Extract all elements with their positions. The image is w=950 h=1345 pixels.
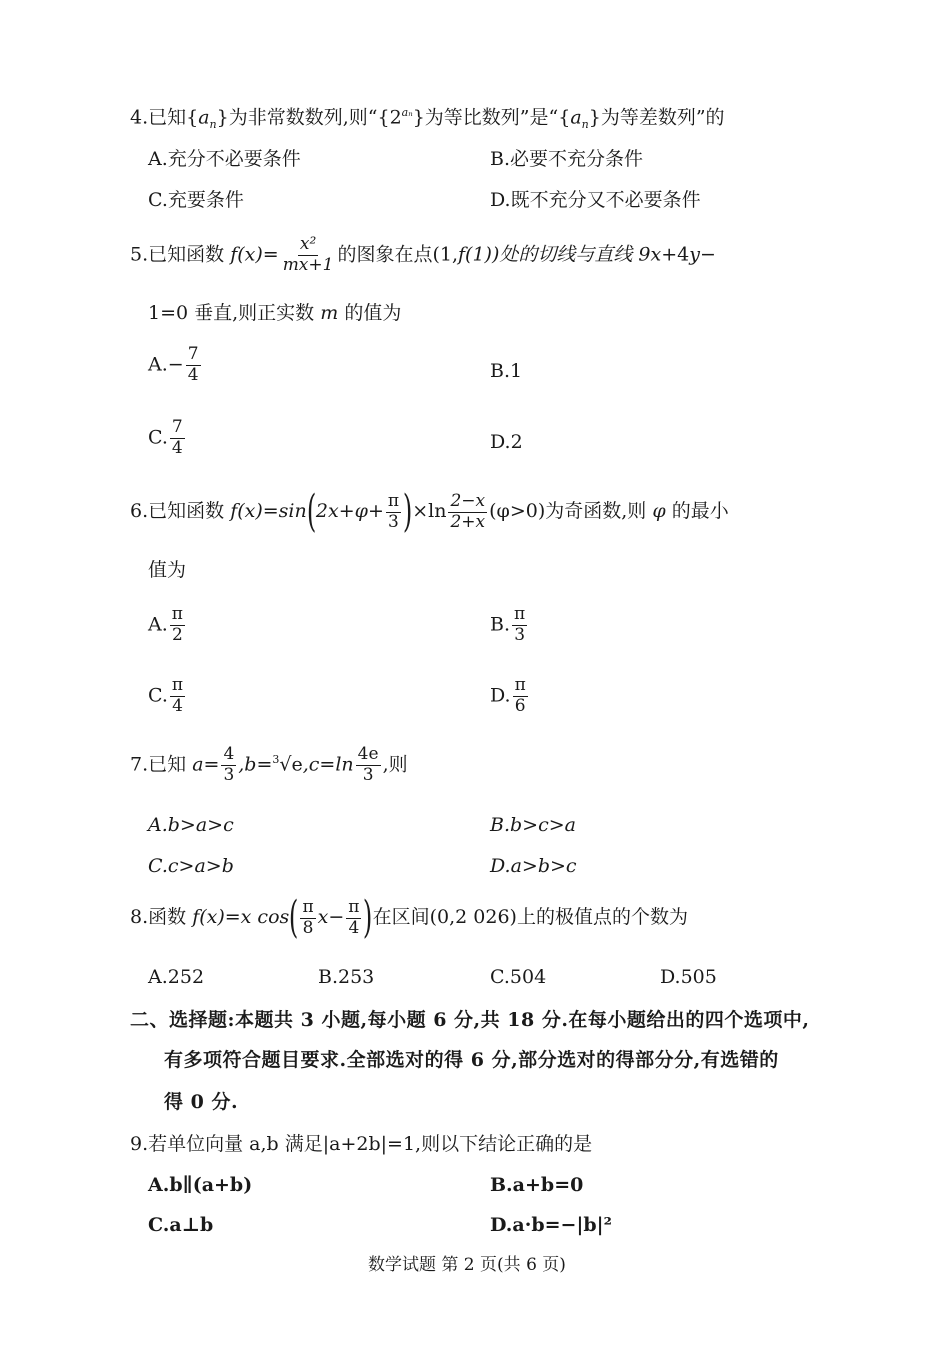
q5-stem-line2 <box>148 304 401 323</box>
q5-stem-part: m <box>320 302 339 324</box>
left-paren: ( <box>306 486 317 537</box>
q4-option-a: A.充分不必要条件 <box>148 148 301 170</box>
right-paren: ) <box>363 892 373 943</box>
q8-stem <box>130 892 688 943</box>
q6-option-b-label: B. <box>490 613 511 636</box>
q5-option-d: D.2 <box>490 431 523 453</box>
q6-option-a-label: A. <box>148 613 168 636</box>
q6-ln-frac <box>448 490 487 532</box>
section2-line2: 有多项符合题目要求.全部选对的得 6 分,部分选对的得部分分,有选错的 <box>164 1049 779 1071</box>
q4-sub: n <box>581 118 589 132</box>
q4-stem-part: 4.已知{ <box>130 106 199 129</box>
q5-func: f(x)= <box>230 243 279 266</box>
q8-option-c: C.504 <box>490 966 547 988</box>
q7-option-a: A.b>a>c <box>148 814 234 836</box>
q5-stem-part: y <box>689 243 700 266</box>
q6-stem-part: 的最小 <box>671 500 729 522</box>
q5-stem-part: x <box>650 243 662 266</box>
q8-mid: x− <box>317 906 345 928</box>
right-paren: ) <box>402 486 413 537</box>
q7-a-frac <box>221 746 236 785</box>
q5-frac-num: x² <box>299 234 317 254</box>
q6-option-c-frac <box>170 677 185 716</box>
q6-times-ln: ×ln <box>412 500 447 522</box>
left-paren: ( <box>289 892 299 943</box>
q7-option-b: B.b>c>a <box>490 814 576 836</box>
q7-c-eq: ,c=ln <box>302 753 354 776</box>
q8-option-b: B.253 <box>318 966 375 988</box>
q4-stem-part: }为等比数列”是“{ <box>412 106 571 129</box>
q6-option-b-frac <box>512 606 527 645</box>
q6-arg: 2x+φ+ <box>315 500 384 522</box>
q6-option-b <box>490 606 529 645</box>
q4-sym: a <box>570 106 582 129</box>
frac-num: π <box>171 604 183 624</box>
frac-num: π <box>514 675 526 695</box>
q8-stem-part: 在区间(0,2 026)上的极值点的个数为 <box>372 906 688 928</box>
q6-func: f(x)=sin <box>230 500 307 522</box>
q6-stem-line2: 值为 <box>148 559 187 581</box>
q7-stem-part: 7.已知 <box>130 753 187 776</box>
q6-option-c <box>148 677 187 716</box>
q8-func: f(x)=x cos <box>192 906 290 928</box>
q9-option-d: D.a·b=−|b|² <box>490 1214 612 1236</box>
q5-stem-part: 的图象在点(1, <box>337 243 459 266</box>
q9-option-a: A.b∥(a+b) <box>148 1174 253 1196</box>
frac-den: 6 <box>514 695 526 716</box>
q5-option-c-label: C. <box>148 426 168 449</box>
q9-stem: 9.若单位向量 a,b 满足|a+2b|=1,则以下结论正确的是 <box>130 1133 593 1155</box>
page-footer: 数学试题 第 2 页(共 6 页) <box>368 1255 566 1275</box>
q7-a-eq: a= <box>192 753 220 776</box>
q6-phi: φ <box>652 500 666 522</box>
q7-root-index: 3 <box>272 753 280 767</box>
q4-stem <box>130 107 725 130</box>
frac-num: 7 <box>171 417 183 437</box>
section2-line3: 得 0 分. <box>164 1091 239 1113</box>
frac-den: 3 <box>514 624 526 645</box>
q4-sub: n <box>209 118 217 132</box>
frac-den: 4 <box>171 437 183 458</box>
q5-fraction <box>281 236 336 275</box>
q7-option-d: D.a>b>c <box>490 855 577 877</box>
frac-num: π <box>348 896 360 917</box>
q7-option-c: C.c>a>b <box>148 855 234 877</box>
q5-stem-part: 的值为 <box>344 302 402 324</box>
q4-stem-part: }为等差数列”的 <box>588 106 725 129</box>
q7-stem-end: ,则 <box>382 753 408 776</box>
q6-option-d <box>490 677 530 716</box>
q5-stem-line1 <box>130 236 716 275</box>
q5-option-b: B.1 <box>490 360 523 382</box>
frac-den: 4 <box>187 364 199 385</box>
q6-option-d-label: D. <box>490 684 511 707</box>
q5-option-a <box>148 346 203 385</box>
q6-option-c-label: C. <box>148 684 168 707</box>
q7-c-frac <box>356 746 381 785</box>
frac-num: π <box>171 675 184 695</box>
q5-option-c-frac <box>170 419 185 458</box>
q4-option-b: B.必要不充分条件 <box>490 148 644 170</box>
q4-option-d: D.既不充分又不必要条件 <box>490 189 701 211</box>
q6-option-a-frac <box>170 606 185 645</box>
q6-stem-part: 6.已知函数 <box>130 500 225 522</box>
q8-stem-part: 8.函数 <box>130 906 187 928</box>
q8-frac2 <box>346 896 361 938</box>
q8-option-d: D.505 <box>660 966 717 988</box>
q5-stem-part: − <box>699 243 716 266</box>
frac-num: 4 <box>223 744 235 764</box>
frac-den: 2+x <box>450 511 486 532</box>
q6-option-d-frac <box>513 677 528 716</box>
q9-option-c: C.a⊥b <box>148 1214 214 1236</box>
q7-root: √e <box>279 753 303 776</box>
frac-num: π <box>387 490 400 511</box>
q5-stem-part: 1=0 垂直,则正实数 <box>148 302 315 324</box>
q4-sup: aₙ <box>401 106 413 119</box>
q5-stem-part: f(1))处的切线与直线 9 <box>458 243 651 266</box>
frac-den: 2 <box>171 624 183 645</box>
q4-option-c: C.充要条件 <box>148 189 244 211</box>
section2-line1: 二、选择题:本题共 3 小题,每小题 6 分,共 18 分.在每小题给出的四个选项中, <box>130 1009 810 1031</box>
q6-option-a <box>148 606 187 645</box>
frac-num: π <box>514 604 526 624</box>
frac-den: 8 <box>302 917 314 938</box>
q5-stem-part: 5.已知函数 <box>130 243 225 266</box>
frac-den: 3 <box>388 511 399 532</box>
q8-option-a: A.252 <box>148 966 205 988</box>
q4-stem-part: }为非常数数列,则“{2 <box>216 106 402 129</box>
q9-option-b: B.a+b=0 <box>490 1174 584 1196</box>
frac-num: 4e <box>357 744 379 764</box>
q4-sym: a <box>198 106 210 129</box>
q8-frac1 <box>300 896 315 938</box>
q7-stem <box>130 746 408 785</box>
frac-num: π <box>302 896 314 917</box>
frac-den: 3 <box>223 764 235 785</box>
frac-num: 2−x <box>450 490 486 511</box>
frac-num: 7 <box>187 344 199 364</box>
q5-stem-part: +4 <box>661 243 690 266</box>
q5-option-a-label: A.− <box>148 353 184 376</box>
q5-option-a-frac <box>186 346 201 385</box>
frac-den: 4 <box>172 695 183 716</box>
q5-option-c <box>148 419 187 458</box>
q6-cond: (φ>0)为奇函数,则 <box>489 500 647 522</box>
q6-stem-line1 <box>130 486 729 537</box>
frac-den: 4 <box>348 917 360 938</box>
q7-b-eq: ,b= <box>238 753 273 776</box>
q6-pi-frac <box>386 490 401 532</box>
q5-frac-den: mx+1 <box>282 254 334 275</box>
frac-den: 3 <box>362 764 374 785</box>
